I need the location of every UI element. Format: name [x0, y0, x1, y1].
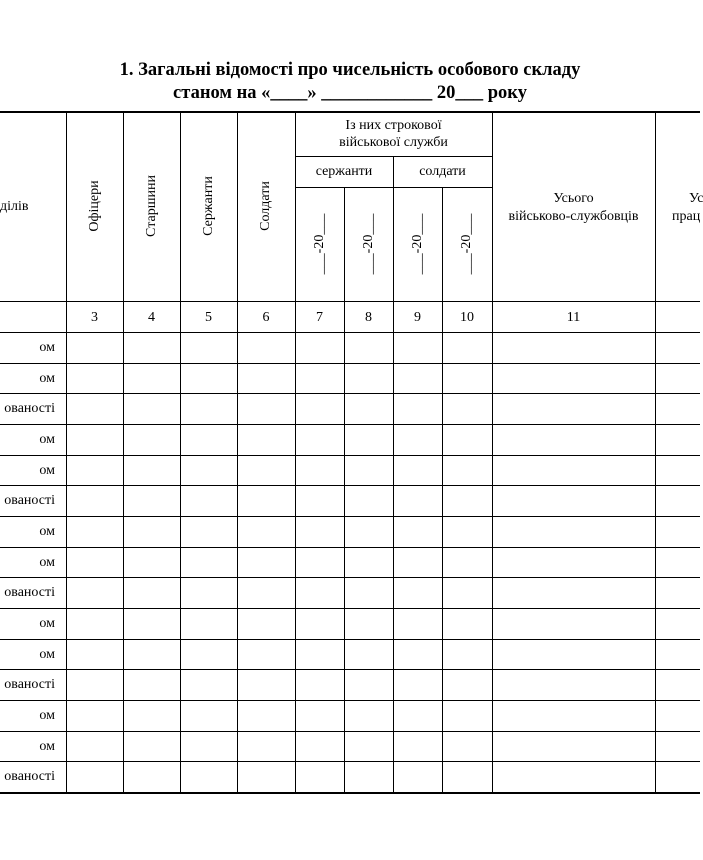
row-label: ованості [4, 401, 55, 416]
row-divider [0, 547, 700, 548]
col-divider-5 [237, 111, 238, 793]
column-number-6: 6 [262, 310, 270, 325]
row-divider [0, 393, 700, 394]
row-label: ованості [4, 677, 55, 692]
row-label: ом [39, 432, 55, 447]
header-soldiers: Солдати [258, 181, 273, 231]
row-divider [0, 516, 700, 517]
row-label: ом [39, 371, 55, 386]
row-label: ом [39, 340, 55, 355]
col-divider-3 [123, 111, 124, 793]
row-divider [0, 761, 700, 762]
row-divider [0, 363, 700, 364]
conscript-group-header-line-2: військової служби [339, 135, 448, 150]
period-label-col-9: ___-20___ [410, 213, 425, 275]
row-label: ом [39, 555, 55, 570]
column-number-8: 8 [365, 310, 372, 325]
col-divider-9 [442, 187, 443, 793]
header-sergeants: Сержанти [201, 176, 216, 236]
row-label: ом [39, 463, 55, 478]
total-servicemen-header-line-2: військово-службовців [508, 209, 639, 224]
column-number-3: 3 [91, 310, 98, 325]
row-label: ованості [4, 585, 55, 600]
col-divider-8 [393, 156, 394, 793]
number-row-bottom-border [0, 332, 700, 333]
conscript-group-header-line-1: Із них строкової [345, 118, 442, 133]
header-bottom-border [0, 301, 700, 302]
period-label-col-7: ___-20___ [312, 213, 327, 275]
col-divider-6 [295, 111, 296, 793]
header-warrant-officers: Старшини [144, 175, 159, 237]
cut-off-header-line-2: прац [672, 209, 701, 224]
row-divider [0, 700, 700, 701]
row-label: ом [39, 739, 55, 754]
row-label: ом [39, 708, 55, 723]
row-divider [0, 485, 700, 486]
row-divider [0, 639, 700, 640]
row-label: ом [39, 524, 55, 539]
header-officers: Офіцери [87, 180, 102, 232]
row-divider [0, 455, 700, 456]
column-number-7: 7 [316, 310, 323, 325]
row-label: ованості [4, 493, 55, 508]
row-divider [0, 669, 700, 670]
table-top-border [0, 111, 700, 113]
row-divider [0, 424, 700, 425]
total-servicemen-header-line-1: Усього [553, 191, 594, 206]
column-number-4: 4 [148, 310, 155, 325]
period-label-col-8: ___-20___ [361, 213, 376, 275]
page-title-line-2: станом на «____» ____________ 20___ року [173, 83, 527, 103]
col-divider-2 [66, 111, 67, 793]
row-label: ом [39, 647, 55, 662]
col-divider-11 [655, 111, 656, 793]
row-divider [0, 608, 700, 609]
col-divider-7 [344, 187, 345, 793]
column-number-5: 5 [205, 310, 212, 325]
row-label: ом [39, 616, 55, 631]
conscript-soldiers-header: солдати [419, 164, 466, 179]
table-bottom-border [0, 792, 700, 794]
column-number-10: 10 [460, 310, 474, 325]
row-divider [0, 731, 700, 732]
column-number-11: 11 [566, 310, 581, 325]
row-divider [0, 577, 700, 578]
conscript-sergeants-header: сержанти [315, 164, 373, 179]
period-label-col-10: ___-20___ [459, 213, 474, 275]
page-title-line-1: 1. Загальні відомості про чисельність особового складу [119, 60, 581, 80]
col-divider-4 [180, 111, 181, 793]
row-label: ованості [4, 769, 55, 784]
first-column-header: ділів [0, 199, 29, 214]
column-number-9: 9 [414, 310, 421, 325]
cut-off-header-line-1: Ус [689, 191, 703, 206]
